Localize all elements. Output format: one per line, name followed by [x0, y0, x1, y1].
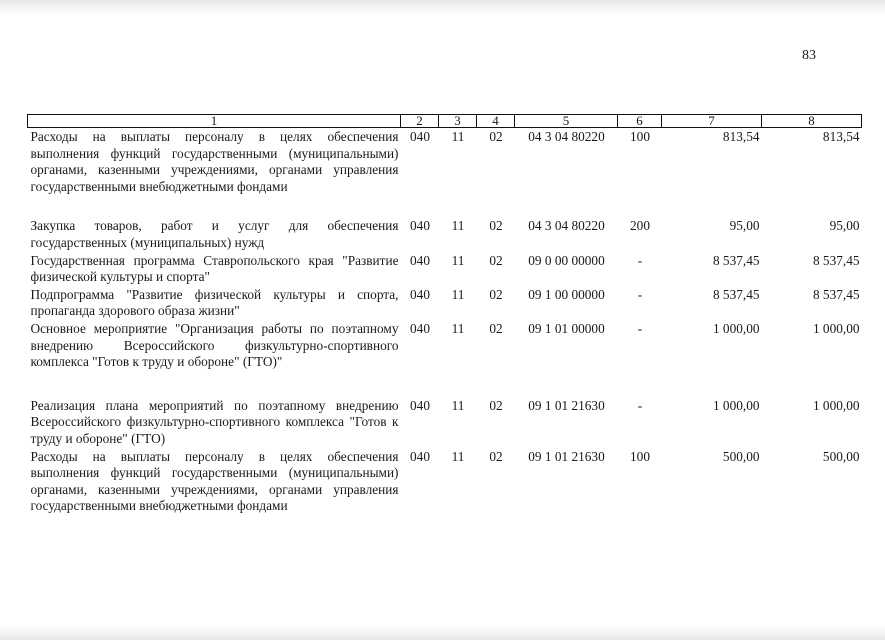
- scan-edge-bottom: [0, 626, 885, 640]
- table-row: [28, 252, 862, 286]
- row-c7: 1 000,00: [712, 397, 760, 413]
- row-c8: 1 000,00: [812, 320, 860, 336]
- row-c8: 95,00: [829, 218, 860, 234]
- header-col-2: 2: [401, 115, 439, 128]
- page-number: 83: [802, 48, 816, 63]
- row-c6: 100: [630, 129, 650, 144]
- row-c5: 09 1 01 00000: [528, 320, 605, 336]
- row-name: Реализация плана мероприятий по поэтапному внедрению Всероссийского физкультурно-спортивного комплекса "Готов к труду и обороне" (ГТО): [30, 397, 399, 446]
- header-col-1: 1: [28, 115, 401, 128]
- table-row: [28, 286, 862, 320]
- row-c5: 04 3 04 80220: [528, 129, 605, 144]
- row-c6: -: [637, 252, 643, 268]
- row-c5: 09 1 01 21630: [528, 448, 605, 464]
- scan-edge-top: [0, 0, 885, 14]
- table-row: [28, 448, 862, 515]
- row-c3: 11: [451, 252, 465, 268]
- row-c3: 11: [451, 129, 465, 144]
- table-row: [28, 397, 862, 448]
- table-row: [28, 217, 862, 251]
- row-c7: 95,00: [729, 218, 760, 234]
- row-c8: 813,54: [822, 129, 860, 144]
- table-row: [28, 128, 862, 196]
- row-c4: 02: [489, 286, 503, 302]
- row-c6: 100: [630, 448, 650, 464]
- row-c4: 02: [489, 397, 503, 413]
- spacer-row: [28, 371, 862, 397]
- row-c2: 040: [410, 397, 430, 413]
- row-c5: 04 3 04 80220: [528, 218, 605, 234]
- row-name: Основное мероприятие "Организация работы по поэтапному внедрению Всероссийского физкультурно-спортивного комплекса "Готов к труду и обороне" (ГТО)": [30, 320, 399, 370]
- row-c4: 02: [489, 129, 503, 144]
- row-c4: 02: [489, 218, 503, 234]
- spacer-row: [28, 195, 862, 217]
- row-name: Подпрограмма "Развитие физической культуры и спорта, пропаганда здорового образа жизни": [30, 286, 399, 319]
- header-col-6: 6: [618, 115, 662, 128]
- row-c7: 8 537,45: [712, 286, 760, 302]
- row-c3: 11: [451, 286, 465, 302]
- row-c6: 200: [630, 218, 650, 234]
- row-c5: 09 1 00 00000: [528, 286, 605, 302]
- row-c7: 813,54: [722, 129, 760, 144]
- row-name: Расходы на выплаты персоналу в целях обеспечения выполнения функций государственными (муниципальными) органами, казенными учреждениями, органами управления государственными внебюджетными фондами: [30, 129, 399, 194]
- row-c7: 500,00: [722, 448, 760, 464]
- header-col-3: 3: [439, 115, 477, 128]
- row-c3: 11: [451, 397, 465, 413]
- row-c2: 040: [410, 218, 430, 234]
- row-c2: 040: [410, 320, 430, 336]
- row-name: Государственная программа Ставропольского края "Развитие физической культуры и спорта": [30, 252, 399, 285]
- row-c5: 09 1 01 21630: [528, 397, 605, 413]
- row-c2: 040: [410, 448, 430, 464]
- header-col-5: 5: [515, 115, 618, 128]
- row-c5: 09 0 00 00000: [528, 252, 605, 268]
- row-c6: -: [637, 397, 643, 413]
- row-c2: 040: [410, 129, 430, 144]
- row-c4: 02: [489, 320, 503, 336]
- row-c3: 11: [451, 320, 465, 336]
- row-c6: -: [637, 286, 643, 302]
- header-col-7: 7: [662, 115, 762, 128]
- row-c2: 040: [410, 252, 430, 268]
- row-name: Закупка товаров, работ и услуг для обеспечения государственных (муниципальных) нужд: [30, 218, 399, 250]
- row-c8: 8 537,45: [812, 252, 860, 268]
- header-col-4: 4: [477, 115, 515, 128]
- row-c4: 02: [489, 252, 503, 268]
- row-name: Расходы на выплаты персоналу в целях обеспечения выполнения функций государственными (муниципальными) органами, казенными учреждениями, органами управления государственными внебюджетными фондами: [30, 448, 399, 514]
- header-col-8: 8: [762, 115, 862, 128]
- row-c3: 11: [451, 218, 465, 234]
- row-c8: 500,00: [822, 448, 860, 464]
- row-c8: 1 000,00: [812, 397, 860, 413]
- row-c3: 11: [451, 448, 465, 464]
- table-row: [28, 320, 862, 371]
- row-c7: 1 000,00: [712, 320, 760, 336]
- row-c4: 02: [489, 448, 503, 464]
- budget-table: [27, 114, 862, 515]
- row-c7: 8 537,45: [712, 252, 760, 268]
- header-row: [28, 115, 862, 128]
- row-c2: 040: [410, 286, 430, 302]
- row-c6: -: [637, 320, 643, 336]
- row-c8: 8 537,45: [812, 286, 860, 302]
